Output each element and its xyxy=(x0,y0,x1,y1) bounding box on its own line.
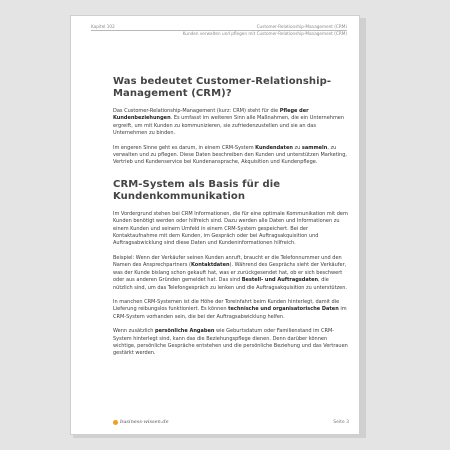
header-row xyxy=(91,24,347,29)
text: ). Während des Gesprächs sieht der Verkäufer, was der Kunde bislang schon gekauft hat, was er zurückgesendet hat, ob er sich beschwert oder aus anderen Gründen gemeldet hat. Das sind xyxy=(113,262,347,284)
bold-text: Kundendaten xyxy=(255,144,293,151)
bold-text: technische und organisatorische Daten xyxy=(228,306,339,313)
page-header xyxy=(91,24,347,36)
paragraph xyxy=(113,255,349,292)
paragraph xyxy=(113,145,349,167)
bold-text: Kontaktdaten xyxy=(190,262,230,269)
logo-text: business-wissen.de xyxy=(120,419,169,425)
paragraph xyxy=(113,299,349,321)
text: . Es umfasst im weiteren Sinn alle Maßnahmen, die ein Unternehmen ergreift, um mit Kunden zu kommunizieren, sie zufriedenzustellen und sie an das Unternehmen zu binden. xyxy=(113,115,345,137)
section-heading: CRM-System als Basis für die Kundenkommunikation xyxy=(113,178,281,202)
document-page xyxy=(70,15,360,435)
bold-text: sammeln xyxy=(301,144,328,151)
header-topic: Customer-Relationship-Management (CRM) xyxy=(256,24,347,29)
text: im CRM-System vorhanden sein, die bei der Auftragsabwicklung helfen. xyxy=(113,306,347,320)
logo-dot-icon xyxy=(113,420,118,425)
text: Das Customer-Relationship-Management (kurz: CRM) steht für die xyxy=(113,108,280,114)
section-heading: Was bedeutet Customer-Relationship-Management (CRM)? xyxy=(113,76,332,99)
paragraph: Im Vordergrund stehen bei CRM Informationen, die für eine optimale Kommunikation mit dem Kunden benötigt werden oder hilfreich sind. Dazu werden alle Daten und Informationen zu einem Kunden und seinem Umfeld in einem CRM-System gespeichert. Bei der Kontaktaufnahme mit dem Kunden, im Gespräch oder bei Auftragsakquisition und Auftragsabwicklung sind diese Daten und Kundeninformationen hilfreich. xyxy=(113,210,348,247)
text: Wenn zusätzlich xyxy=(113,328,155,335)
bold-text: persönliche Angaben xyxy=(155,328,215,335)
page-number: Seite 3 xyxy=(333,419,349,425)
text: In manchen CRM-Systemen ist die Höhe der Toreinfahrt beim Kunden hinterlegt, damit die Lieferung reibungslos funktioniert. Es können xyxy=(113,298,340,313)
bold-text: Pflege der Kundenbeziehungen xyxy=(113,108,309,122)
chapter-label: Kapitel 102 xyxy=(91,24,115,29)
text: , die nützlich sind, um das Telefongespräch zu lenken und die Auftragsakquisition zu unterstützen. xyxy=(113,277,348,291)
text: zu xyxy=(292,144,302,151)
text: Beispiel: Wenn der Verkäufer seinen Kunden anruft, braucht er die Telefonnummer und den Namen des Ansprechpartners ( xyxy=(113,254,342,269)
site-logo[interactable] xyxy=(113,419,169,425)
paragraph xyxy=(113,328,349,358)
text: Im engeren Sinne geht es darum, in einem CRM-System xyxy=(113,144,256,151)
paragraph xyxy=(113,108,349,138)
header-subtitle: Kunden verwalten und pflegen mit Customer-Relationship-Management (CRM) xyxy=(182,31,347,36)
text: wie Geburtsdatum oder Familienstand im CRM-System hinterlegt sind, kann das die Beziehungspflege dienen. Denn darüber können wichtige, persönliche Gespräche entstehen und die persönliche Beziehung und das Vertrauen gestärkt werden. xyxy=(113,328,348,357)
text: , zu verwalten und zu pflegen. Diese Daten beschreiben den Kunden und unterstützen Marketing, Vertrieb und Kundenservice bei Kundenansprache, Akquisition und Kundenpflege. xyxy=(113,144,347,166)
page-content xyxy=(113,76,349,365)
bold-text: Bestell- und Auftragsdaten xyxy=(241,277,319,284)
page-footer xyxy=(113,419,349,425)
